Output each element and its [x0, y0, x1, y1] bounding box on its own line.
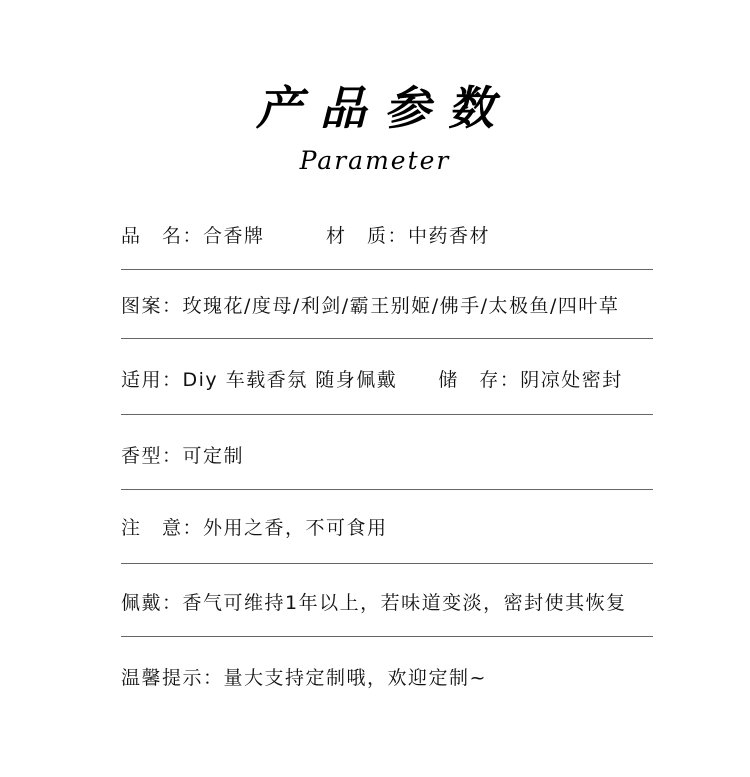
param-row-usage-storage: 适用：Diy 车载香氛 随身佩戴 储 存：阴凉处密封 — [121, 369, 623, 391]
param-row-tips: 温馨提示：量大支持定制哦，欢迎定制~ — [121, 667, 487, 689]
param-row-caution: 注 意：外用之香，不可食用 — [121, 517, 388, 539]
param-row-wearing: 佩戴：香气可维持1年以上，若味道变淡，密封使其恢复 — [121, 592, 627, 614]
row-divider — [121, 338, 653, 339]
row-divider — [121, 269, 653, 270]
row-divider — [121, 636, 653, 637]
param-row-scent: 香型：可定制 — [121, 445, 245, 467]
page-title: 产品参数 — [256, 81, 512, 135]
param-row-pattern: 图案：玫瑰花/度母/利剑/霸王别姬/佛手/太极鱼/四叶草 — [121, 295, 620, 317]
param-row-name-material: 品 名：合香牌 材 质：中药香材 — [121, 225, 491, 247]
row-divider — [121, 489, 653, 490]
row-divider — [121, 563, 653, 564]
row-divider — [121, 414, 653, 415]
page-subtitle: Parameter — [299, 146, 451, 175]
